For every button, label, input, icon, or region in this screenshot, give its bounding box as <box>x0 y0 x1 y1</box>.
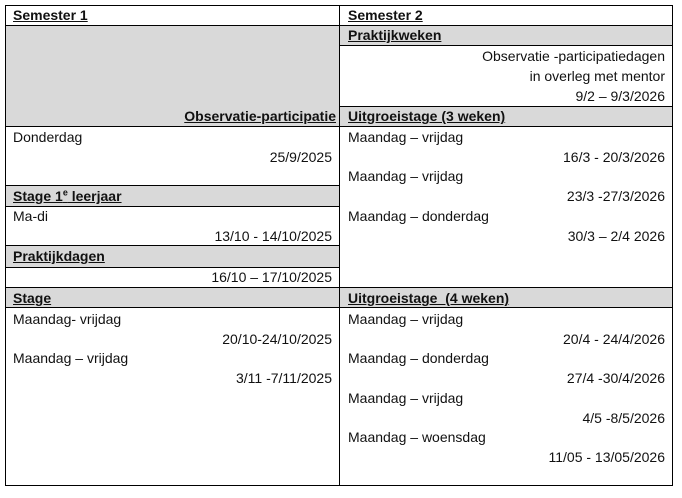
row-line-240 <box>5 245 340 246</box>
praktijkweken-header: Praktijkweken <box>348 27 442 43</box>
stage-eerste-leerjaar-header: Stage 1e leerjaar <box>13 187 122 204</box>
row-line-101-right <box>340 106 673 107</box>
row-line-262 <box>5 267 340 268</box>
praktijkweken-line-2: in overleg met mentor <box>529 68 665 84</box>
row-line-praktijkweken <box>340 45 673 46</box>
uitgroeistage4-item-3-date: 4/5 -8/5/2026 <box>582 410 665 426</box>
stage-item-2-day: Maandag – vrijdag <box>13 350 129 366</box>
row-line-201 <box>5 206 340 207</box>
uitgroeistage3-item-3-date: 30/3 – 2/4 2026 <box>567 228 665 244</box>
semester2-header: Semester 2 <box>348 7 423 23</box>
stage-header: Stage <box>13 290 52 306</box>
observatie-date: 25/9/2025 <box>269 149 332 165</box>
uitgroeistage3-item-1-date: 16/3 - 20/3/2026 <box>563 149 665 165</box>
uitgroeistage4-item-1-day: Maandag – vrijdag <box>348 311 464 327</box>
uitgroeistage4-item-3-day: Maandag – vrijdag <box>348 390 464 406</box>
row-line-121 <box>5 126 673 127</box>
uitgroeistage3-item-2-day: Maandag – vrijdag <box>348 168 464 184</box>
uitgroeistage3-item-2-date: 23/3 -27/3/2026 <box>566 188 665 204</box>
stage-item-1-date: 20/10-24/10/2025 <box>222 331 332 347</box>
semester1-header: Semester 1 <box>13 7 88 23</box>
praktijkweken-date: 9/2 – 9/3/2026 <box>575 88 665 104</box>
uitgroeistage4-item-1-date: 20/4 - 24/4/2026 <box>563 331 665 347</box>
schedule-table <box>5 5 673 486</box>
uitgroeistage3-item-3-day: Maandag – donderdag <box>348 208 489 224</box>
praktijkweken-line-1: Observatie -participatiedagen <box>482 48 665 64</box>
stage-item-2-date: 3/11 -7/11/2025 <box>235 370 332 386</box>
uitgroeistage3-item-1-day: Maandag – vrijdag <box>348 129 464 145</box>
uitgroeistage4-item-4-date: 11/05 - 13/05/2026 <box>548 449 665 465</box>
stage-eerste-leerjaar-date: 13/10 - 14/10/2025 <box>214 228 332 244</box>
uitgroeistage4-item-2-date: 27/4 -30/4/2026 <box>566 370 665 386</box>
row-line-282 <box>5 287 673 288</box>
uitgroeistage4-item-4-day: Maandag – woensdag <box>348 429 486 445</box>
stage-eerste-leerjaar-day: Ma-di <box>13 208 49 224</box>
row-line-180 <box>5 185 340 186</box>
observatie-day: Donderdag <box>13 129 83 145</box>
stage-item-1-day: Maandag- vrijdag <box>13 311 122 327</box>
praktijkdagen-date: 16/10 – 17/10/2025 <box>211 269 332 285</box>
uitgroeistage-3-weken-header: Uitgroeistage (3 weken) <box>348 108 506 124</box>
stage-header-band <box>5 287 340 307</box>
row-line-302 <box>5 307 673 308</box>
outer-border-right <box>672 5 673 486</box>
praktijkdagen-header: Praktijkdagen <box>13 248 105 264</box>
observatie-participatie-header: Observatie-participatie <box>184 108 336 124</box>
uitgroeistage-4-weken-header: Uitgroeistage (4 weken) <box>348 290 510 306</box>
row-line-header <box>5 25 673 26</box>
uitgroeistage4-item-2-day: Maandag – donderdag <box>348 350 489 366</box>
